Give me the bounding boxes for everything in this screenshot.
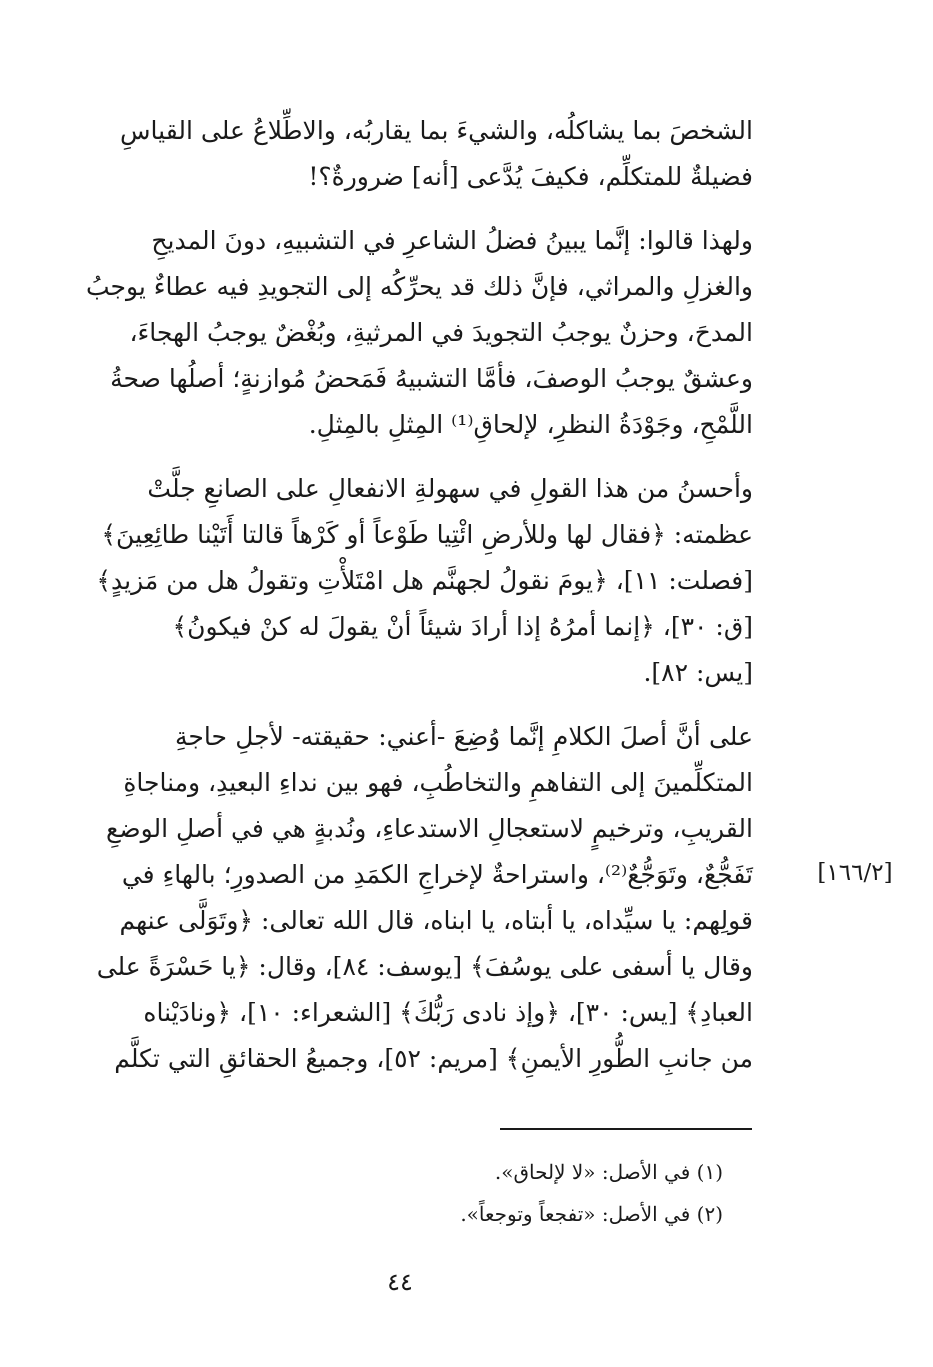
text-line: من جانبِ الطُّورِ الأيمنِ﴾ [مريم: ٥٢]، وجميعُ الحقائقِ التي تكلَّم [114, 1044, 753, 1073]
text-line: [فصلت: ١١]، ﴿يومَ نقولُ لجهنَّم هل امْتَلأْتِ وتقولُ هل من مَزيدٍ﴾ [96, 566, 753, 595]
margin-page-reference: [١٦٦/٢] [817, 860, 893, 886]
text-line: وقال يا أسفى على يوسُفَ﴾ [يوسف: ٨٤]، وقال: ﴿يا حَسْرَةً على [96, 952, 753, 981]
text-line: المدحَ، وحزنٌ يوجبُ التجويدَ في المرثيةِ، وبُغْضٌ يوجبُ الهجاءَ، [129, 318, 753, 347]
text-line: ولهذا قالوا: إنَّما يبينُ فضلُ الشاعرِ في التشبيهِ، دونَ المديحِ [151, 226, 753, 255]
footnote-1: (١) في الأصل: «لا لإلحاق». [494, 1160, 723, 1184]
footnote-separator [500, 1128, 752, 1130]
text-line: الشخصَ بما يشاكلُه، والشيءَ بما يقاربُه، والاطِّلاعُ على القياسِ [120, 116, 753, 145]
page-number: ٤٤ [387, 1268, 413, 1296]
text-line: وأحسنُ من هذا القولِ في سهولةِ الانفعالِ على الصانعِ جلَّتْ [147, 474, 753, 503]
text-line: قولِهم: يا سيِّداه، يا أبتاه، يا ابناه، قال الله تعالى: ﴿وتَوَلَّى عنهم [119, 906, 753, 935]
text-line: على أنَّ أصلَ الكلامِ إنَّما وُضِعَ -أعني: حقيقته- لأجلِ حاجةِ [175, 722, 753, 751]
text-line: تَفَجُّعٌ، وتَوَجُّعٌ⁽²⁾، واستراحةٌ لإخراجِ الكمَدِ من الصدورِ؛ بالهاءِ في [121, 860, 753, 889]
text-line: العبادِ﴾ [يس: ٣٠]، ﴿وإذ نادى رَبُّكَ﴾ [الشعراء: ١٠]، ﴿ونادَيْناه [143, 998, 753, 1027]
text-line: المتكلِّمينَ إلى التفاهمِ والتخاطُبِ، فهو بين نداءِ البعيدِ، ومناجاةِ [123, 768, 753, 797]
footnote-2: (٢) في الأصل: «تفجعاً وتوجعاً». [460, 1202, 723, 1226]
text-line: [يس: ٨٢]. [643, 658, 753, 687]
text-line: اللَّمْحِ، وجَوْدَةُ النظرِ، لإلحاقِ⁽¹⁾ المِثلِ بالمِثلِ. [308, 410, 753, 439]
text-line: القريبِ، وترخيمٍ لاستعجالِ الاستدعاءِ، ونُدبةٍ هي في أصلِ الوضعِ [106, 814, 753, 843]
text-line: والغزلِ والمراثي، فإنَّ ذلك قد يحرِّكُه إلى التجويدِ فيه عطاءٌ يوجبُ [85, 272, 753, 301]
text-line: [ق: ٣٠]، ﴿إنما أمرُهُ إذا أرادَ شيئاً أنْ يقولَ له كنْ فيكونُ﴾ [172, 612, 753, 641]
text-line: عظمته: ﴿فقال لها وللأرضِ ائْتِيا طَوْعاً أو كَرْهاً قالتا أَتَيْنا طائِعِينَ﴾ [101, 520, 753, 549]
text-line: وعشقٌ يوجبُ الوصفَ، فأمَّا التشبيهُ فَمَحضُ مُوازنةٍ؛ أصلُها صحةُ [110, 364, 753, 393]
text-line: فضيلةٌ للمتكلِّم، فكيفَ يُدَّعى [أنه] ضرورةٌ؟! [308, 162, 753, 191]
